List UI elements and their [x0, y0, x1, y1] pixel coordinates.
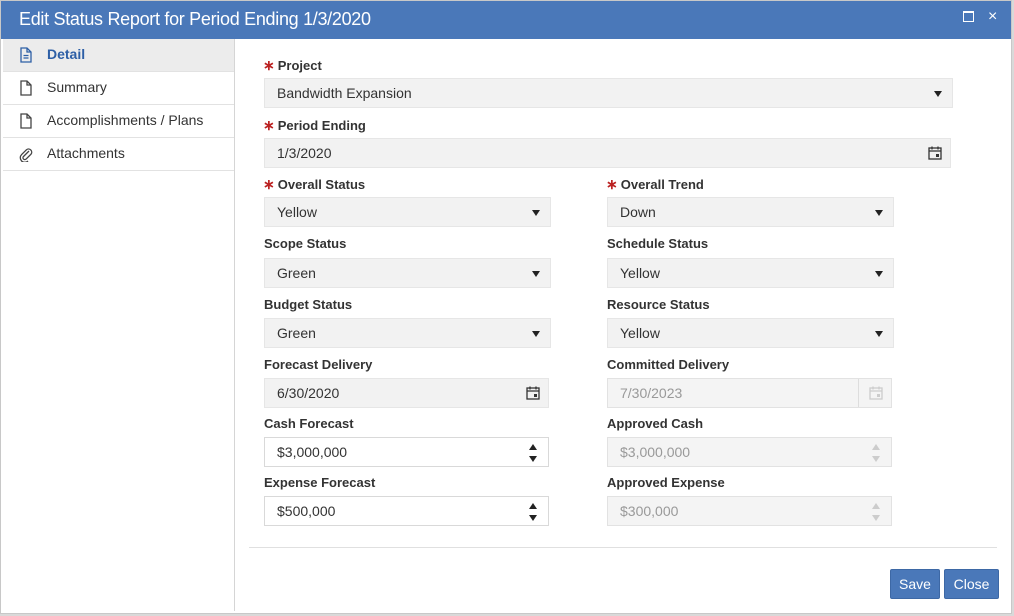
close-button[interactable]: Close [944, 569, 999, 599]
document-icon [19, 80, 33, 96]
numeric-stepper-icon[interactable] [528, 442, 538, 462]
required-marker: ∗ [263, 176, 275, 192]
approved-expense-input [607, 496, 892, 526]
overall-status-value: Yellow [277, 204, 317, 220]
sidebar-item-label: Attachments [47, 145, 125, 161]
caret-down-icon [875, 210, 883, 216]
required-marker: ∗ [263, 57, 275, 73]
forecast-delivery-value: 6/30/2020 [277, 385, 340, 401]
schedule-status-value: Yellow [620, 265, 660, 281]
period-ending-label-text: Period Ending [277, 118, 366, 133]
expense-forecast-input[interactable] [264, 496, 549, 526]
committed-delivery-label: Committed Delivery [607, 357, 730, 372]
project-label-text: Project [277, 58, 322, 73]
sidebar-item-label: Summary [47, 79, 107, 95]
scope-status-label: Scope Status [264, 236, 347, 251]
window-maximize-icon[interactable] [963, 11, 974, 22]
approved-cash-label: Approved Cash [607, 416, 704, 431]
calendar-icon[interactable] [928, 146, 942, 160]
resource-status-value: Yellow [620, 325, 660, 341]
sidebar-item-label: Detail [47, 46, 86, 62]
caret-down-icon [532, 210, 540, 216]
caret-down-icon [934, 91, 942, 97]
document-icon [19, 113, 33, 129]
forecast-delivery-input[interactable] [264, 378, 549, 408]
expense-forecast-label: Expense Forecast [264, 475, 376, 490]
approved-cash-value: $3,000,000 [620, 444, 691, 460]
committed-delivery-value: 7/30/2023 [620, 385, 683, 401]
cash-forecast-value: $3,000,000 [277, 444, 348, 460]
caret-down-icon [532, 331, 540, 337]
sidebar-item-attachments[interactable] [3, 138, 234, 171]
document-icon [19, 47, 33, 63]
overall-trend-select[interactable] [607, 197, 894, 227]
calendar-icon[interactable] [526, 386, 540, 400]
approved-expense-label: Approved Expense [607, 475, 725, 490]
approved-expense-value: $300,000 [620, 503, 679, 519]
numeric-stepper-icon [871, 442, 881, 462]
caret-down-icon [875, 271, 883, 277]
numeric-stepper-icon[interactable] [528, 501, 538, 521]
period-ending-value: 1/3/2020 [277, 145, 332, 161]
overall-trend-label-text: Overall Trend [620, 177, 704, 192]
sidebar-item-summary[interactable] [3, 72, 234, 105]
field-divider [858, 379, 859, 407]
sidebar [3, 39, 235, 611]
forecast-delivery-label: Forecast Delivery [264, 357, 373, 372]
cash-forecast-input[interactable] [264, 437, 549, 467]
budget-status-value: Green [277, 325, 316, 341]
required-marker: ∗ [606, 176, 618, 192]
overall-status-select[interactable] [264, 197, 551, 227]
sidebar-item-label: Accomplishments / Plans [47, 112, 204, 128]
approved-cash-input [607, 437, 892, 467]
project-label [263, 57, 322, 74]
dialog-title: Edit Status Report for Period Ending 1/3/2020 [19, 9, 371, 29]
overall-status-label [263, 176, 365, 193]
close-icon[interactable]: × [988, 8, 998, 25]
calendar-icon [869, 386, 883, 400]
paperclip-icon [19, 146, 33, 162]
overall-trend-value: Down [620, 204, 656, 220]
project-select[interactable] [264, 78, 953, 108]
required-marker: ∗ [263, 117, 275, 133]
sidebar-item-detail[interactable] [3, 39, 234, 72]
scope-status-select[interactable] [264, 258, 551, 288]
project-value: Bandwidth Expansion [277, 85, 412, 101]
scope-status-value: Green [277, 265, 316, 281]
committed-delivery-input [607, 378, 892, 408]
caret-down-icon [875, 331, 883, 337]
numeric-stepper-icon [871, 501, 881, 521]
budget-status-label: Budget Status [264, 297, 353, 312]
expense-forecast-value: $500,000 [277, 503, 336, 519]
resource-status-label: Resource Status [607, 297, 710, 312]
dialog-titlebar [1, 1, 1011, 39]
budget-status-select[interactable] [264, 318, 551, 348]
caret-down-icon [532, 271, 540, 277]
overall-status-label-text: Overall Status [277, 177, 366, 192]
sidebar-item-accomplishments-plans[interactable] [3, 105, 234, 138]
overall-trend-label [606, 176, 704, 193]
resource-status-select[interactable] [607, 318, 894, 348]
cash-forecast-label: Cash Forecast [264, 416, 354, 431]
schedule-status-label: Schedule Status [607, 236, 709, 251]
period-ending-input[interactable] [264, 138, 951, 168]
save-button[interactable]: Save [890, 569, 940, 599]
schedule-status-select[interactable] [607, 258, 894, 288]
footer-divider [249, 547, 997, 548]
period-ending-label [263, 117, 366, 134]
